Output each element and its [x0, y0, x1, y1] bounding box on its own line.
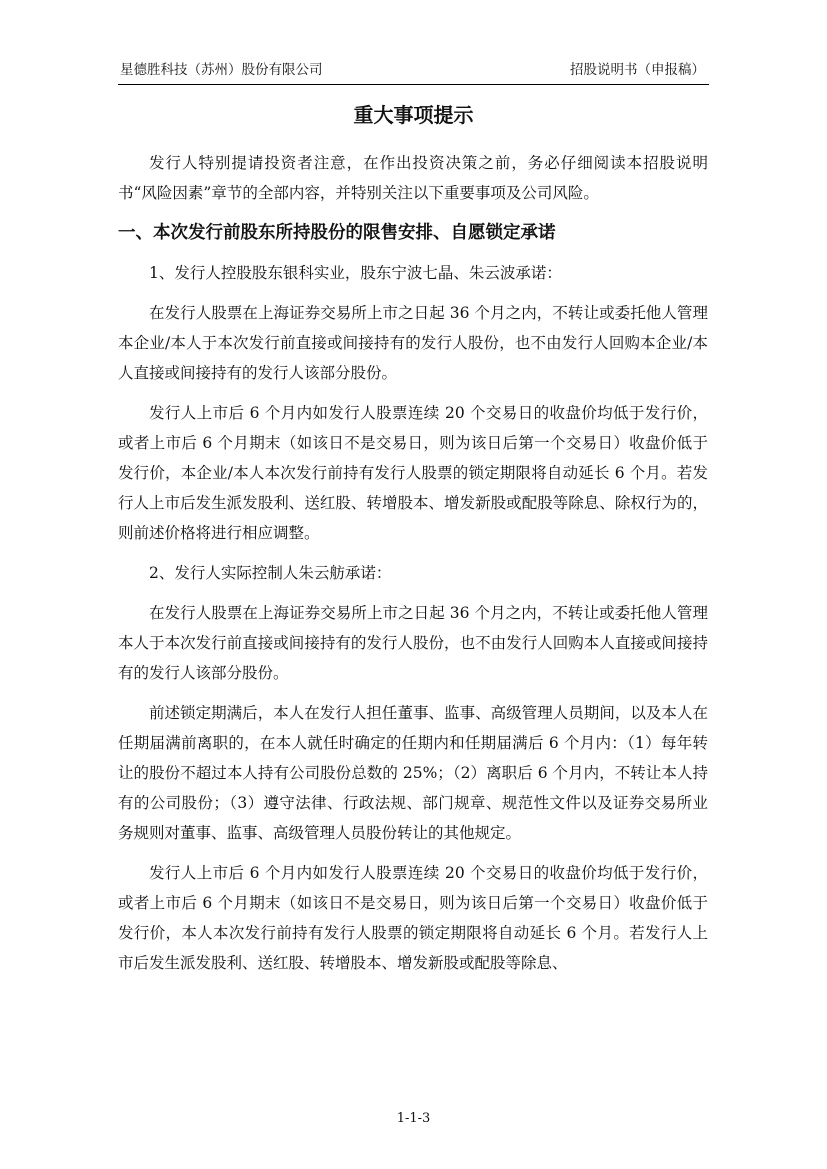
header-company-name: 星德胜科技（苏州）股份有限公司	[120, 62, 323, 78]
intro-paragraph: 发行人特别提请投资者注意，在作出投资决策之前，务必仔细阅读本招股说明书“风险因素”章节的全部内容，并特别关注以下重要事项及公司风险。	[118, 154, 708, 202]
document-body	[118, 148, 708, 988]
header-document-type: 招股说明书（申报稿）	[570, 62, 705, 78]
paragraph-3: 发行人上市后 6 个月内如发行人股票连续 20 个交易日的收盘价均低于发行价，或者上市后 6 个月期末（如该日不是交易日，则为该日后第一个交易日）收盘价低于发行价，本企业/本人本次发行前持有发行人股票的锁定期限将自动延长 6 个月。若发行人上市后发生派发股利、送红股、转增股本、增发新股或配股等除息、除权行为的，则前述价格将进行相应调整。	[118, 404, 708, 542]
paragraph-2: 在发行人股票在上海证券交易所上市之日起 36 个月之内，不转让或委托他人管理本企业/本人于本次发行前直接或间接持有的发行人股份，也不由发行人回购本企业/本人直接或间接持有的发行人该部分股份。	[118, 304, 708, 382]
page-title: 重大事项提示	[353, 103, 474, 127]
paragraph-7: 发行人上市后 6 个月内如发行人股票连续 20 个交易日的收盘价均低于发行价，或者上市后 6 个月期末（如该日不是交易日，则为该日后第一个交易日）收盘价低于发行价，本人本次发行前持有发行人股票的锁定期限将自动延长 6 个月。若发行人上市后发生派发股利、送红股、转增股本、增发新股或配股等除息、	[118, 864, 708, 972]
paragraph-5: 在发行人股票在上海证券交易所上市之日起 36 个月之内，不转让或委托他人管理本人于本次发行前直接或间接持有的发行人股份，也不由发行人回购本人直接或间接持有的发行人该部分股份。	[118, 604, 708, 682]
paragraph-4: 2、发行人实际控制人朱云舫承诺：	[149, 564, 392, 582]
page-number: 1-1-3	[396, 1111, 431, 1126]
page-header	[118, 58, 709, 85]
paragraph-6: 前述锁定期满后，本人在发行人担任董事、监事、高级管理人员期间，以及本人在任期届满前离职的，在本人就任时确定的任期内和任期届满后 6 个月内：（1）每年转让的股份不超过本人持有公司股份总数的 25%；（2）离职后 6 个月内，不转让本人持有的公司股份；（3）遵守法律、行政法规、部门规章、规范性文件以及证券交易所业务规则对董事、监事、高级管理人员股份转让的其他规定。	[118, 704, 708, 842]
section-heading: 一、本次发行前股东所持股份的限售安排、自愿锁定承诺	[118, 223, 556, 243]
paragraph-1: 1、发行人控股股东银科实业，股东宁波七晶、朱云波承诺：	[149, 264, 562, 282]
